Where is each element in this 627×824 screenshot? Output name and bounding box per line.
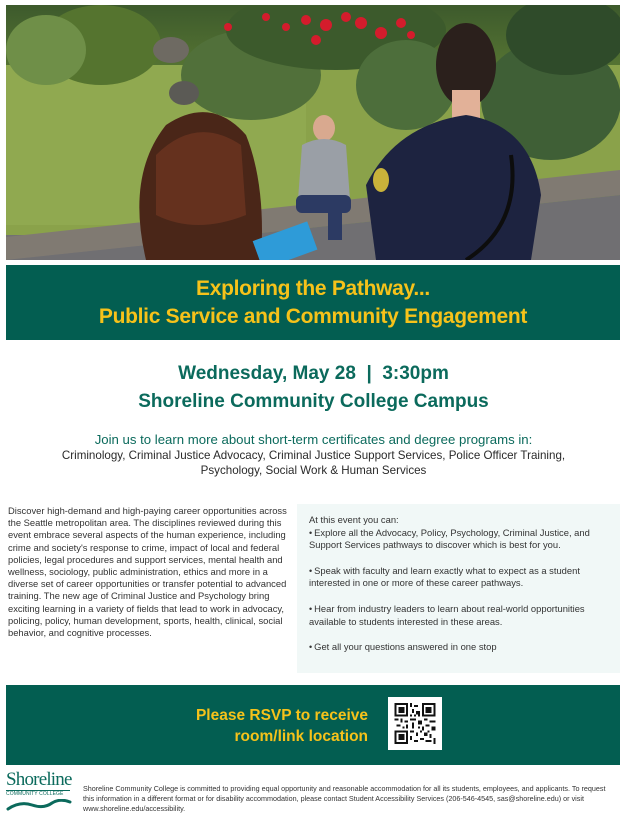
rsvp-banner xyxy=(6,685,620,765)
at-event-box xyxy=(297,504,620,673)
rsvp-line-2: room/link location xyxy=(234,728,368,745)
footer xyxy=(0,768,627,824)
photo-scene-illustration xyxy=(6,5,620,260)
event-location: Shoreline Community College Campus xyxy=(138,391,489,412)
rsvp-line-1: Please RSVP to receive xyxy=(195,707,368,724)
programs-lead: Join us to learn more about short-term certificates and degree programs in: xyxy=(94,432,533,447)
accessibility-notice: Shoreline Community College is committed to providing equal opportunity and reasonable accommodation for all its students, employees, and applicants. To request this information in a different format or for disability accommodation, please contact Student Accessibility Services (206-546-4545, sas@shoreline.edu) or visit www.shoreline.edu/accessibility. xyxy=(83,784,606,813)
hero-photo xyxy=(6,5,620,260)
event-details xyxy=(0,360,627,415)
title-line-1: Exploring the Pathway... xyxy=(196,276,430,300)
bullet-icon: • xyxy=(309,527,313,538)
title-line-2: Public Service and Community Engagement xyxy=(98,304,528,328)
title-banner xyxy=(6,265,620,340)
rsvp-text xyxy=(196,705,368,747)
event-date-time: Wednesday, May 28 | 3:30pm xyxy=(178,363,449,384)
logo-wordmark: Shoreline xyxy=(6,769,72,790)
bullet-icon: • xyxy=(309,565,313,576)
at-event-intro: At this event you can: xyxy=(309,514,399,525)
logo-subtitle: COMMUNITY COLLEGE xyxy=(6,790,70,798)
at-event-bullet: • Get all your questions answered in one stop xyxy=(309,641,497,653)
bullet-icon: • xyxy=(309,603,313,614)
college-logo xyxy=(6,770,78,811)
at-event-bullet: • Explore all the Advocacy, Policy, Psychology, Criminal Justice, and Support Services pathways to discover which is best for you. xyxy=(309,526,590,551)
programs-list: Criminology, Criminal Justice Advocacy, Criminal Justice Support Services, Police Officer Training, Psychology, Social Work & Human Services xyxy=(61,449,566,477)
qr-code-icon[interactable] xyxy=(388,697,442,750)
at-event-bullet: • Hear from industry leaders to learn about real-world opportunities available to students interested in these areas. xyxy=(309,602,585,627)
description-paragraph: Discover high-demand and high-paying career opportunities across the Seattle metropolitan area. The disciplines reviewed during this event embrace several aspects of the human experience, including crime and society's response to crime, impact of local and federal policies, legal procedures and support services, mental health and wellness, sociology, public administration, ethics and more in a diverse set of career opportunities or transfer potential to advanced training. The new age of Criminal Justice and Psychology bring exciting learning in a variety of fields that lead to work in advocacy, policing, policy, human development, sports, health, clinical, social behavior, and cognitive processes. xyxy=(8,505,287,639)
programs-section xyxy=(0,431,627,478)
bullet-icon: • xyxy=(309,642,313,653)
logo-wave-icon xyxy=(6,799,72,811)
at-event-bullet: • Speak with faculty and learn exactly what to expect as a student interested in one or more of these career pathways. xyxy=(309,564,580,589)
